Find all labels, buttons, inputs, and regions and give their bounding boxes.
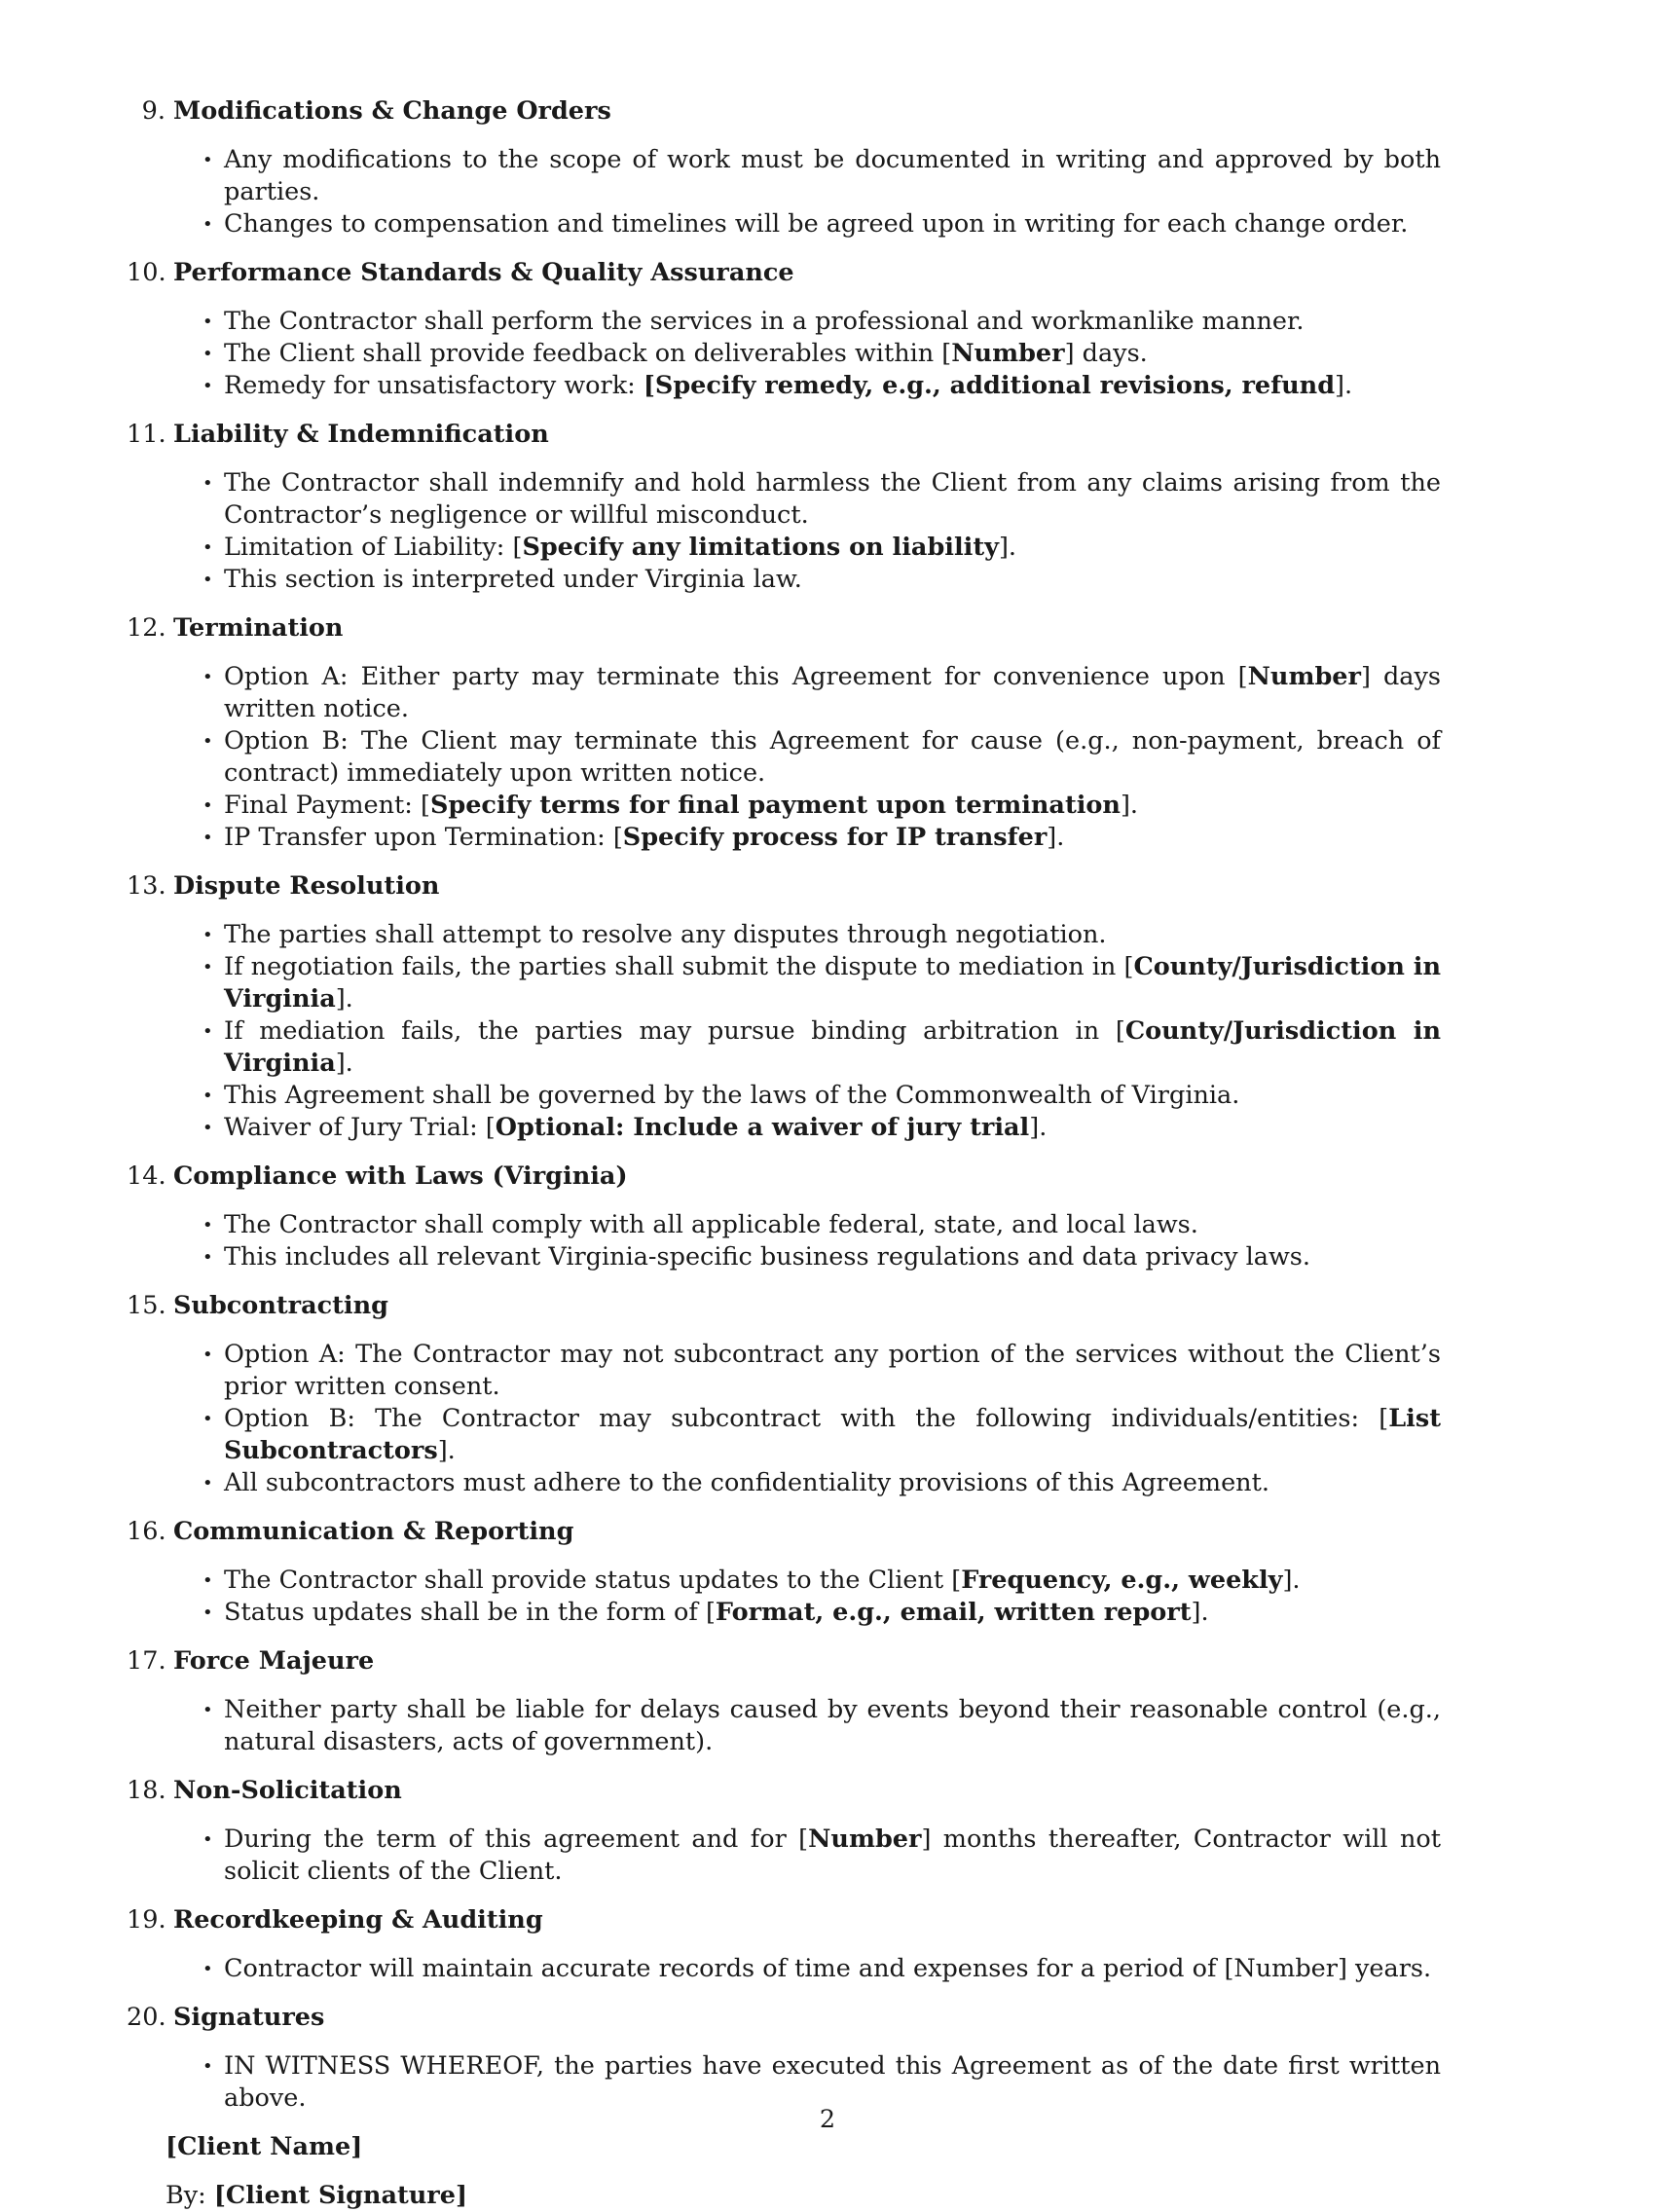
section (127, 1290, 1558, 1499)
bullet-list (127, 661, 1558, 854)
section (127, 1904, 1558, 1985)
section (127, 870, 1558, 1144)
document-page (127, 95, 1558, 2212)
bullet-icon: • (202, 1473, 213, 1493)
bullet-list (127, 144, 1558, 240)
section-number: 12. (127, 613, 166, 643)
bullet-icon: • (202, 376, 213, 396)
item-text: Limitation of Liability: [ (224, 533, 523, 562)
item-text: ]. (1047, 823, 1065, 852)
section (127, 2002, 1558, 2115)
item-text: During the term of this agreement and for [ (224, 1825, 809, 1854)
item-text: This includes all relevant Virginia-specific business regulations and data privacy laws. (224, 1242, 1310, 1272)
section-title: Liability & Indemnification (173, 420, 549, 449)
item-text: The Contractor shall indemnify and hold harmless the Client from any claims arising from the Contractor’s negligence or willful misconduct. (224, 468, 1441, 530)
bullet-list (127, 1209, 1558, 1273)
section-number: 16. (127, 1517, 166, 1546)
section-heading (127, 95, 1558, 128)
bullet-icon: • (202, 1959, 213, 1979)
placeholder-field: Frequency, e.g., weekly (961, 1566, 1283, 1595)
section (127, 612, 1558, 854)
list-item (127, 1694, 1441, 1758)
item-text: Option B: The Contractor may subcontract with the following individuals/entities: [ (224, 1404, 1389, 1433)
placeholder-field: List Subcontractors (224, 1404, 1441, 1465)
bullet-icon: • (202, 667, 213, 687)
section-number: 18. (127, 1776, 166, 1805)
section (127, 257, 1558, 402)
bullet-icon: • (202, 1118, 213, 1138)
section-number: 10. (127, 258, 166, 287)
item-text: ]. (1120, 791, 1139, 820)
bullet-icon: • (202, 795, 213, 816)
list-item (127, 1403, 1441, 1467)
item-text: Contractor will maintain accurate records of time and expenses for a period of [Number] years. (224, 1954, 1432, 1983)
item-text: If negotiation fails, the parties shall submit the dispute to mediation in [ (224, 952, 1134, 981)
section-heading (127, 419, 1558, 451)
section-title: Termination (173, 613, 344, 643)
section (127, 1516, 1558, 1629)
item-text: Waiver of Jury Trial: [ (224, 1113, 496, 1142)
section-heading (127, 1516, 1558, 1548)
item-text: Final Payment: [ (224, 791, 430, 820)
item-text: ]. (437, 1436, 456, 1465)
list-item (127, 467, 1441, 532)
item-text: Option B: The Client may terminate this Agreement for cause (e.g., non-payment, breach of contract) immediately upon written notice. (224, 726, 1441, 788)
placeholder-field: Format, e.g., email, written report (715, 1598, 1192, 1627)
section-heading (127, 1775, 1558, 1807)
item-text: Option A: Either party may terminate this Agreement for convenience upon [ (224, 662, 1248, 691)
placeholder-field: Number (1247, 662, 1361, 691)
item-text: ]. (1029, 1113, 1048, 1142)
item-text: The Contractor shall comply with all applicable federal, state, and local laws. (224, 1210, 1198, 1239)
bullet-list (127, 1953, 1558, 1985)
bullet-icon: • (202, 1603, 213, 1623)
client-signature: [Client Signature] (213, 2181, 468, 2210)
bullet-icon: • (202, 2056, 213, 2077)
bullet-icon: • (202, 1409, 213, 1429)
list-item (127, 144, 1441, 208)
list-item (127, 919, 1441, 951)
list-item (127, 1597, 1441, 1629)
item-text: The Client shall provide feedback on deliverables within [ (224, 339, 952, 368)
bullet-icon: • (202, 312, 213, 332)
section (127, 419, 1558, 596)
list-item (127, 1080, 1441, 1112)
section-title: Subcontracting (173, 1291, 388, 1320)
list-item (127, 208, 1441, 240)
list-item (127, 1339, 1441, 1403)
section (127, 1161, 1558, 1273)
list-item (127, 661, 1441, 725)
bullet-icon: • (202, 570, 213, 590)
bullet-list (127, 1694, 1558, 1758)
list-item (127, 1241, 1441, 1273)
section-title: Non-Solicitation (173, 1776, 402, 1805)
placeholder-field: County/Jurisdiction in Virginia (224, 1016, 1441, 1078)
bullet-list (127, 919, 1558, 1144)
section-heading (127, 1645, 1558, 1677)
section-number: 20. (127, 2003, 166, 2032)
list-item (127, 1467, 1441, 1499)
bullet-list (127, 1824, 1558, 1888)
list-item (127, 306, 1441, 338)
list-item (127, 338, 1441, 370)
placeholder-field: Optional: Include a waiver of jury trial (495, 1113, 1030, 1142)
client-name: [Client Name] (166, 2132, 363, 2161)
by-label: By: (166, 2181, 214, 2210)
section-title: Modifications & Change Orders (173, 96, 611, 126)
item-text: Any modifications to the scope of work must be documented in writing and approved by both parties. (224, 145, 1441, 206)
bullet-icon: • (202, 1829, 213, 1850)
item-text: ]. (1335, 371, 1353, 400)
list-item (127, 370, 1441, 402)
bullet-icon: • (202, 957, 213, 977)
bullet-icon: • (202, 925, 213, 945)
item-text: IP Transfer upon Termination: [ (224, 823, 623, 852)
list-item (127, 564, 1441, 596)
bullet-icon: • (202, 537, 213, 558)
item-text: The Contractor shall provide status updates to the Client [ (224, 1566, 962, 1595)
bullet-icon: • (202, 473, 213, 494)
section-number: 9. (141, 96, 166, 126)
section-number: 15. (127, 1291, 166, 1320)
section-heading (127, 1290, 1558, 1322)
item-text: ]. (998, 533, 1017, 562)
item-text: Status updates shall be in the form of [ (224, 1598, 716, 1627)
item-text: ]. (1282, 1566, 1301, 1595)
bullet-icon: • (202, 344, 213, 364)
section (127, 1645, 1558, 1758)
section-number: 19. (127, 1905, 166, 1935)
section-title: Performance Standards & Quality Assurance (173, 258, 794, 287)
section-title: Force Majeure (173, 1646, 375, 1676)
bullet-icon: • (202, 1021, 213, 1042)
placeholder-field: Specify any limitations on liability (522, 533, 999, 562)
list-item (127, 1209, 1441, 1241)
bullet-icon: • (202, 731, 213, 752)
item-text: ]. (1191, 1598, 1209, 1627)
list-item (127, 1565, 1441, 1597)
placeholder-field: Specify terms for final payment upon termination (429, 791, 1121, 820)
bullet-list (127, 1339, 1558, 1499)
client-name-line (166, 2131, 1558, 2163)
section-heading (127, 2002, 1558, 2034)
section (127, 1775, 1558, 1888)
list-item (127, 790, 1441, 822)
placeholder-field: County/Jurisdiction in Virginia (224, 952, 1442, 1014)
item-text: ] days written notice. (224, 662, 1441, 723)
item-text: ] days. (1064, 339, 1148, 368)
placeholder-field: Specify process for IP transfer (622, 823, 1048, 852)
section-number: 17. (127, 1646, 166, 1676)
bullet-icon: • (202, 828, 213, 848)
bullet-list (127, 1565, 1558, 1629)
list-item (127, 951, 1441, 1015)
item-text: This section is interpreted under Virginia law. (224, 565, 802, 594)
bullet-icon: • (202, 1700, 213, 1720)
list-item (127, 822, 1441, 854)
item-text: This Agreement shall be governed by the laws of the Commonwealth of Virginia. (224, 1081, 1240, 1110)
section-title: Communication & Reporting (173, 1517, 574, 1546)
section-title: Recordkeeping & Auditing (173, 1905, 543, 1935)
item-text: Changes to compensation and timelines will be agreed upon in writing for each change order. (224, 209, 1409, 239)
bullet-icon: • (202, 214, 213, 235)
item-text: ]. (335, 984, 353, 1014)
section-number: 14. (127, 1161, 166, 1191)
bullet-icon: • (202, 1086, 213, 1106)
bullet-icon: • (202, 1345, 213, 1365)
list-item (127, 1953, 1441, 1985)
section-heading (127, 1161, 1558, 1193)
item-text: Neither party shall be liable for delays caused by events beyond their reasonable control (e.g., natural disasters, acts of government). (224, 1695, 1441, 1756)
section-heading (127, 257, 1558, 289)
page-number: 2 (819, 2105, 836, 2134)
item-text: The Contractor shall perform the services in a professional and workmanlike manner. (224, 307, 1305, 336)
bullet-icon: • (202, 1215, 213, 1235)
signature-line (166, 2180, 1558, 2212)
section-number: 11. (127, 420, 166, 449)
item-text: ] months thereafter, Contractor will not solicit clients of the Client. (224, 1825, 1441, 1886)
list-item (127, 532, 1441, 564)
item-text: ]. (335, 1049, 353, 1078)
bullet-icon: • (202, 1247, 213, 1268)
bullet-icon: • (202, 150, 213, 170)
section-heading (127, 870, 1558, 903)
item-text: Option A: The Contractor may not subcontract any portion of the services without the Client’s prior written consent. (224, 1340, 1441, 1401)
item-text: Remedy for unsatisfactory work: (224, 371, 644, 400)
item-text: IN WITNESS WHEREOF, the parties have executed this Agreement as of the date first written above. (224, 2051, 1441, 2113)
placeholder-field: Number (951, 339, 1065, 368)
section-title: Signatures (173, 2003, 325, 2032)
list-item (127, 1112, 1441, 1144)
list-item (127, 725, 1441, 790)
bullet-list (127, 306, 1558, 402)
item-text: All subcontractors must adhere to the confidentiality provisions of this Agreement. (224, 1468, 1269, 1497)
bullet-icon: • (202, 1570, 213, 1591)
section-number: 13. (127, 871, 166, 901)
section-title: Dispute Resolution (173, 871, 440, 901)
bullet-list (127, 467, 1558, 596)
item-text: If mediation fails, the parties may pursue binding arbitration in [ (224, 1016, 1125, 1046)
item-text: The parties shall attempt to resolve any disputes through negotiation. (224, 920, 1107, 949)
placeholder-field: Number (808, 1825, 922, 1854)
section-heading (127, 612, 1558, 645)
section (127, 95, 1558, 240)
section-heading (127, 1904, 1558, 1936)
list-item (127, 1015, 1441, 1080)
section-title: Compliance with Laws (Virginia) (173, 1161, 628, 1191)
placeholder-field: [Specify remedy, e.g., additional revisions, refund (643, 371, 1336, 400)
list-item (127, 1824, 1441, 1888)
